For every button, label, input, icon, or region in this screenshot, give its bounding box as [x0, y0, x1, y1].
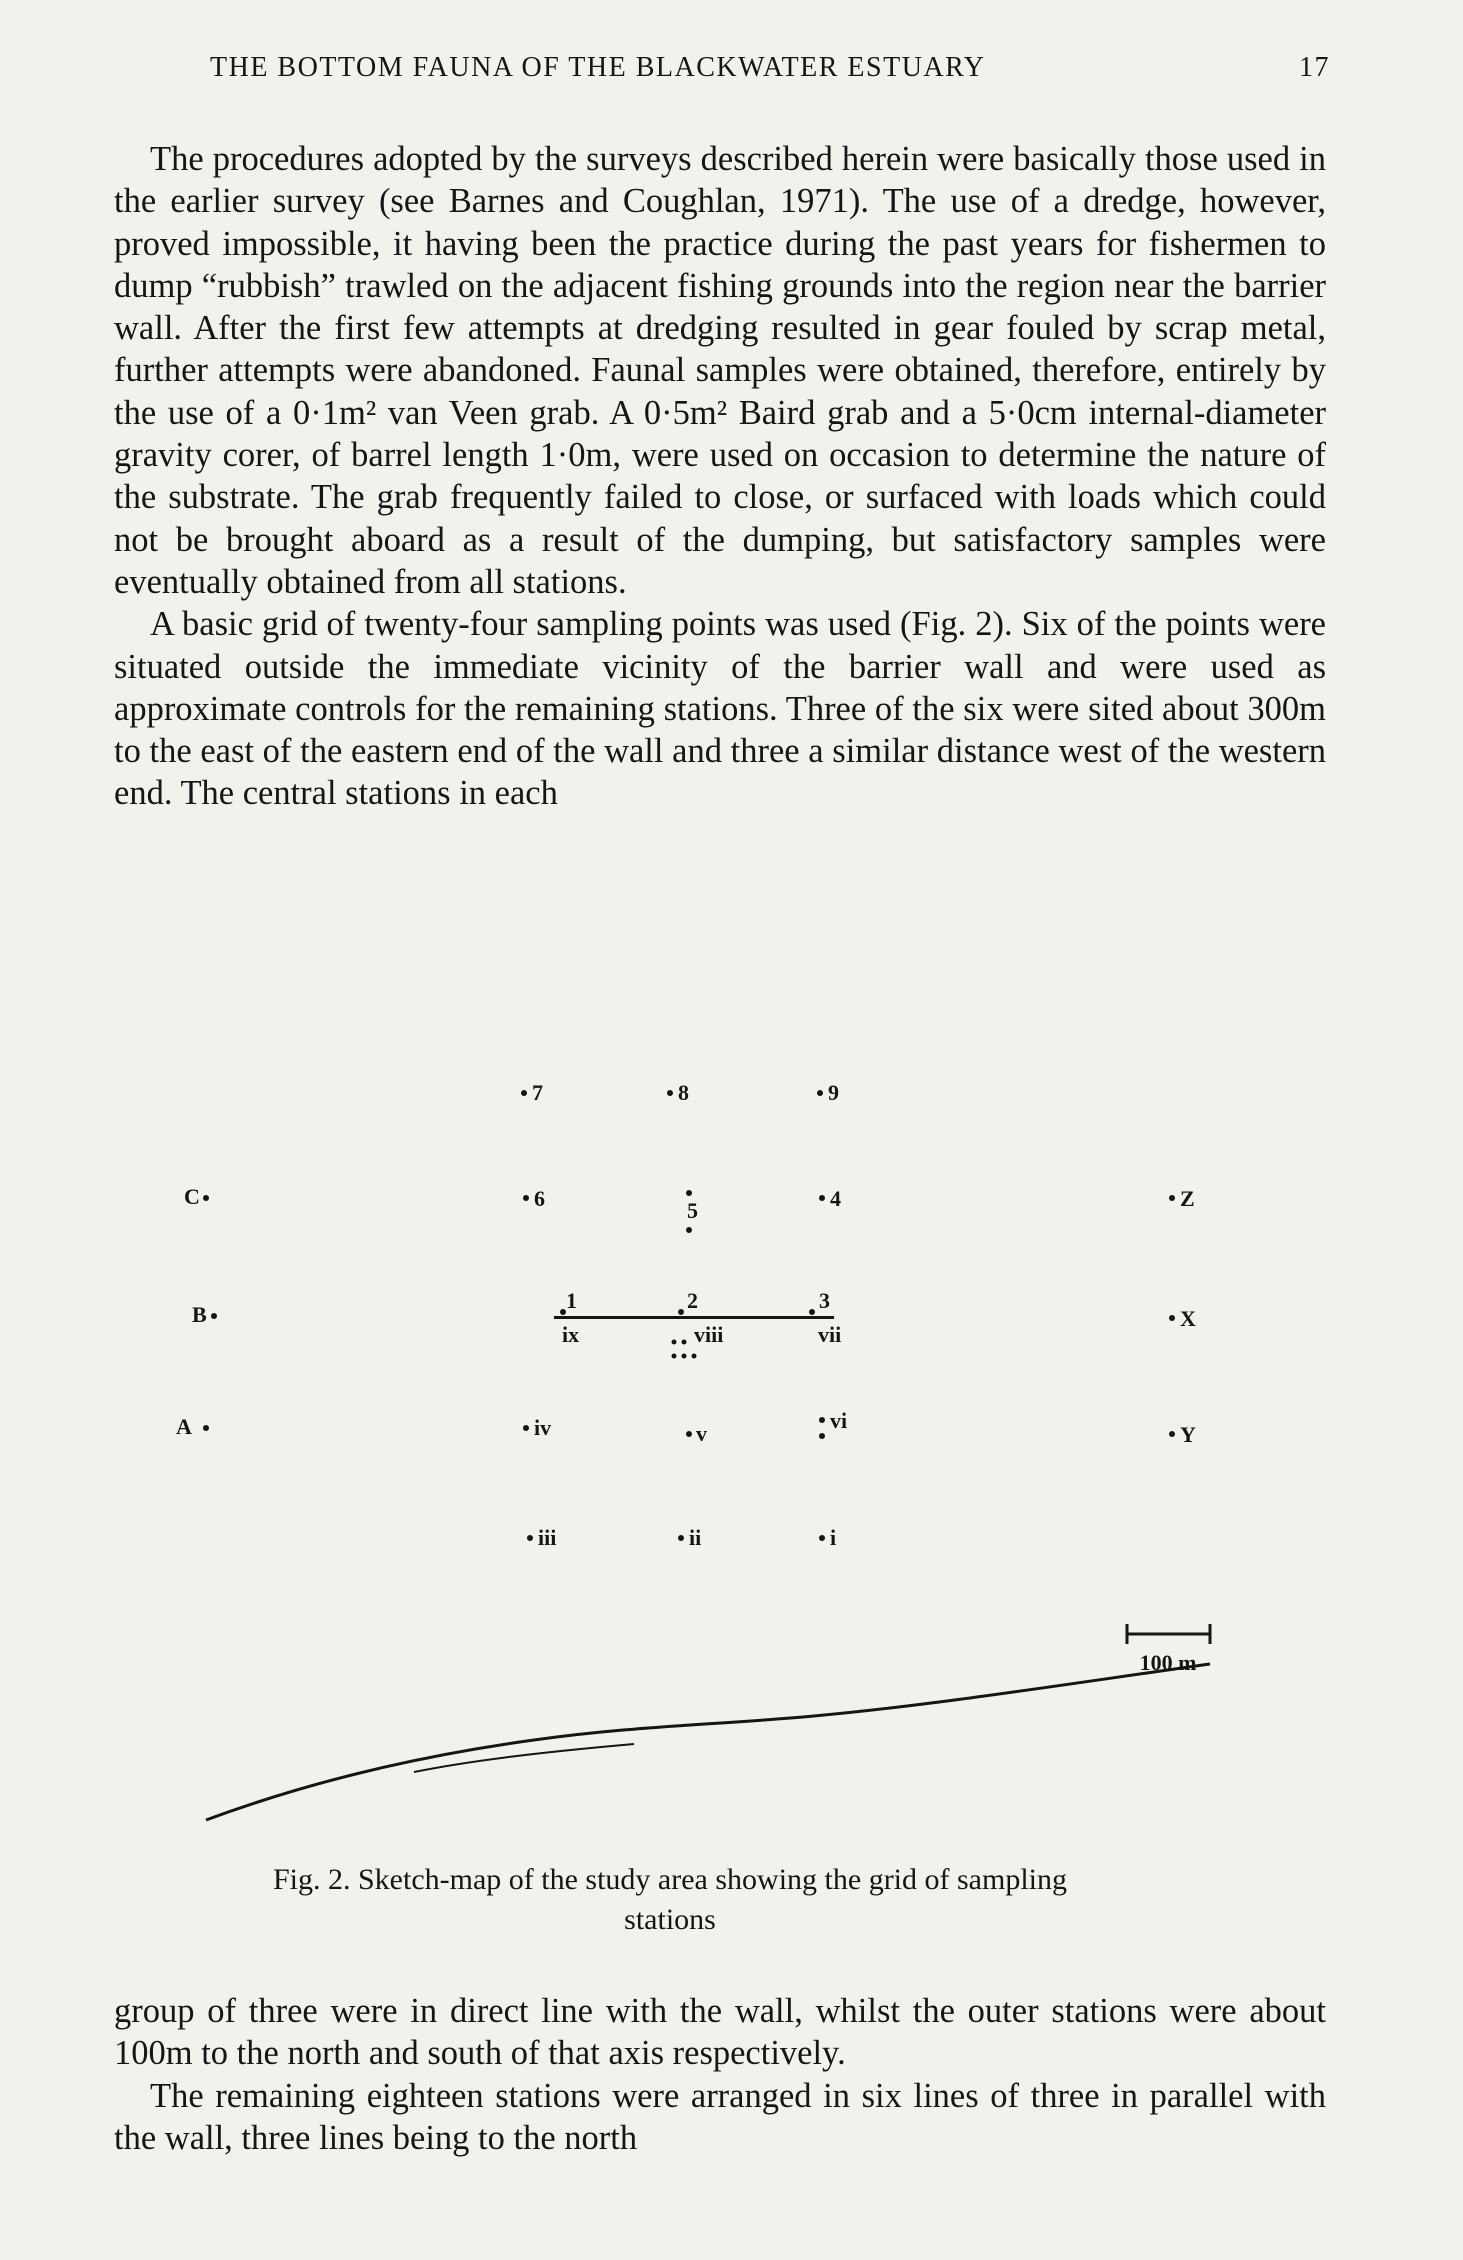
station-label-4: 4 — [830, 1186, 841, 1211]
station-marker — [523, 1195, 529, 1201]
paragraph-procedures: The procedures adopted by the surveys described herein were basically those used in the earlier survey (see Barnes and Coughlan, 1971). The use of a dredge, however, proved impossible, it having been the practice during the past years for fishermen to dump “rubbish” trawled on the adjacent fishing grounds into the region near the barrier wall. After the first few attempts at dredging resulted in gear fouled by scrap metal, further attempts were abandoned. Faunal samples were obtained, therefore, entirely by the use of a 0·1m² van Veen grab. A 0·5m² Baird grab and a 5·0cm internal-diameter gravity corer, of barrel length 1·0m, were used on occasion to determine the nature of the substrate. The grab frequently failed to close, or surfaced with loads which could not be brought aboard as a result of the dumping, but satisfactory samples were eventually obtained from all stations. — [114, 140, 1326, 601]
station-marker — [817, 1090, 823, 1096]
running-title: THE BOTTOM FAUNA OF THE BLACKWATER ESTUARY — [210, 52, 986, 83]
station-marker — [1169, 1315, 1175, 1321]
station-marker — [678, 1535, 684, 1541]
station-marker — [809, 1309, 815, 1315]
coastline-inner — [414, 1744, 634, 1772]
station-marker — [686, 1431, 692, 1437]
station-marker — [560, 1309, 566, 1315]
station-label-A: A — [176, 1414, 192, 1439]
station-label-v: v — [696, 1421, 707, 1446]
station-label-X: X — [1180, 1306, 1196, 1331]
figure-caption — [150, 1860, 1190, 1940]
station-marker — [686, 1227, 692, 1233]
station-marker — [203, 1425, 209, 1431]
station-label-7: 7 — [532, 1080, 543, 1105]
station-label-3: 3 — [819, 1288, 830, 1313]
station-label-Z: Z — [1180, 1186, 1195, 1211]
paragraph-grid: A basic grid of twenty-four sampling points was used (Fig. 2). Six of the points were situated outside the immediate vicinity of the barrier wall and were used as approximate controls for the remaining stations. Three of the six were sited about 300m to the east of the eastern end of the wall and three a similar distance west of the western end. The central stations in each — [114, 605, 1326, 813]
scale-bar — [1127, 1624, 1210, 1675]
station-marker — [523, 1425, 529, 1431]
station-marker — [211, 1313, 217, 1319]
station-label-iii: iii — [538, 1525, 557, 1550]
running-header — [210, 52, 1330, 84]
station-marker — [521, 1090, 527, 1096]
station-marker — [819, 1195, 825, 1201]
station-marker — [819, 1417, 825, 1423]
body-text-bottom — [114, 1990, 1326, 2159]
station-label-ix: ix — [562, 1322, 580, 1347]
station-marker — [1169, 1431, 1175, 1437]
station-marker — [686, 1190, 692, 1196]
sketch-map-svg — [114, 1050, 1326, 1870]
station-label-1: 1 — [566, 1288, 577, 1313]
station-label-B: B — [192, 1302, 207, 1327]
station-marker — [692, 1354, 697, 1359]
station-marker — [667, 1090, 673, 1096]
station-marker — [682, 1340, 687, 1345]
station-label-9: 9 — [828, 1080, 839, 1105]
scale-label: 100 m — [1139, 1650, 1197, 1675]
station-label-ii: ii — [689, 1525, 702, 1550]
station-marker — [672, 1354, 677, 1359]
paragraph-continued: group of three were in direct line with the wall, whilst the outer stations were about 100m to the north and south of that axis respectively. — [114, 1992, 1326, 2073]
station-marker — [678, 1309, 684, 1315]
station-label-2: 2 — [687, 1288, 698, 1313]
station-marker — [682, 1354, 687, 1359]
station-label-C: C — [184, 1184, 200, 1209]
page-number: 17 — [1299, 52, 1330, 83]
figure-sketch-map — [114, 1050, 1326, 1870]
station-label-vi: vi — [830, 1408, 848, 1433]
station-marker — [819, 1433, 825, 1439]
station-marker — [1169, 1195, 1175, 1201]
barrier-wall — [554, 1316, 834, 1319]
paragraph-remaining: The remaining eighteen stations were arranged in six lines of three in parallel with the wall, three lines being to the north — [114, 2076, 1326, 2157]
station-label-5: 5 — [687, 1198, 698, 1223]
station-marker — [819, 1535, 825, 1541]
station-label-Y: Y — [1180, 1422, 1196, 1447]
station-label-i: i — [830, 1525, 837, 1550]
station-label-6: 6 — [534, 1186, 545, 1211]
station-marker — [672, 1340, 677, 1345]
station-label-vii: vii — [818, 1322, 842, 1347]
station-label-iv: iv — [534, 1415, 552, 1440]
station-label-8: 8 — [678, 1080, 689, 1105]
station-marker — [203, 1195, 209, 1201]
body-text-top — [114, 138, 1326, 815]
station-marker — [527, 1535, 533, 1541]
caption-line-1: Fig. 2. Sketch-map of the study area showing the grid of sampling — [272, 1863, 1068, 1896]
station-label-viii: viii — [694, 1322, 724, 1347]
caption-line-2: stations — [624, 1903, 716, 1936]
coastline — [206, 1664, 1210, 1820]
